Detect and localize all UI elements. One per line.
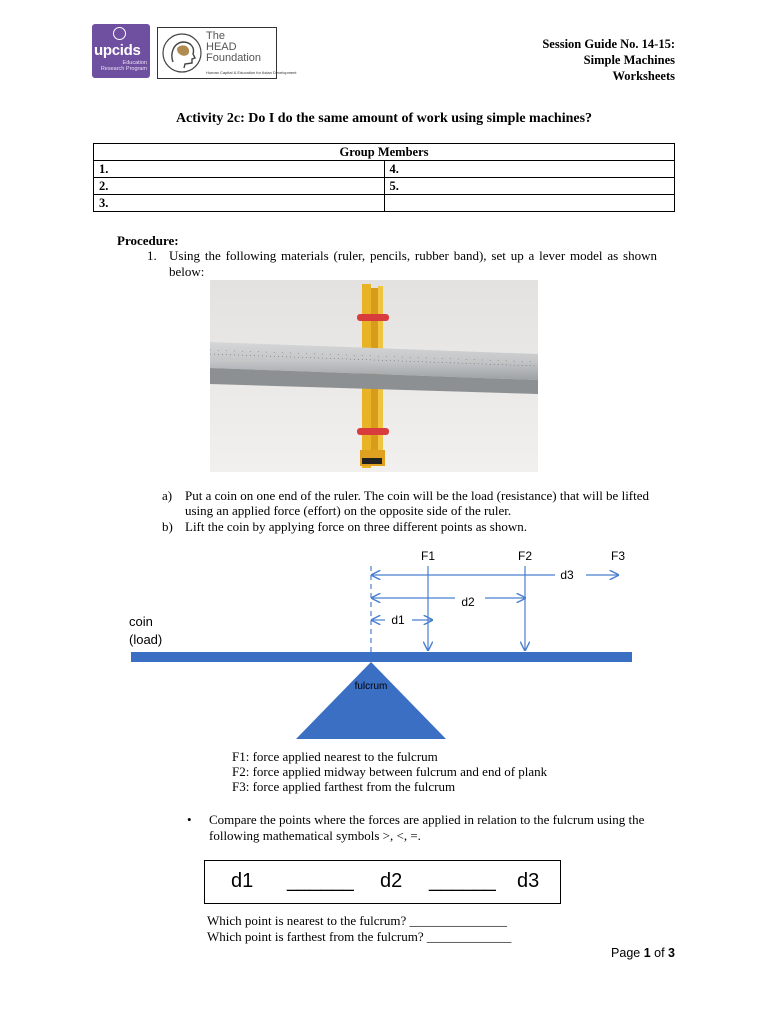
compare-d2: d2 [380,870,403,892]
f3-label: F3 [610,549,626,563]
instruction-b [162,519,662,534]
table-row [94,161,675,178]
page-number [611,946,675,960]
coin-label: coin [129,614,153,629]
fulcrum-label: fulcrum [354,681,388,692]
table-row [94,195,675,212]
head-logo-line3: Foundation [206,52,262,64]
page-of: of [650,946,669,960]
lever-model-photo [210,280,538,472]
upcids-logo-text: upcids [94,42,141,59]
page-total: 3 [668,946,675,960]
head-logo-tagline: Human Capital & Education for Asian Development [206,70,297,75]
question-farthest[interactable]: Which point is farthest from the fulcrum? _____________ [207,929,512,944]
activity-title: Activity 2c: Do I do the same amount of work using simple machines? [175,111,593,126]
compare-blank-2[interactable]: ______ [429,870,496,892]
f2-label: F2 [517,549,533,563]
lever-diagram [0,540,768,750]
step-number: 1. [147,248,157,263]
legend-f2: F2: force applied midway between fulcrum and end of plank [232,764,548,779]
question-nearest[interactable]: Which point is nearest to the fulcrum? _______________ [207,913,508,928]
bullet-icon: • [187,812,192,827]
instruction-a-label: a) [162,488,173,503]
head-logo-line1: The [206,30,225,42]
compare-blank-1[interactable]: ______ [287,870,354,892]
group-members-header: Group Members [94,144,675,161]
compare-d3: d3 [517,870,540,892]
step-1-text: Using the following materials (ruler, pencils, rubber band), set up a lever model as shown below: [169,248,657,279]
instruction-a [162,488,662,518]
compare-box [204,860,561,904]
head-profile-icon [161,32,203,74]
table-row [94,178,675,195]
up-seal-icon [113,27,126,40]
page-current: 1 [643,946,651,960]
head-logo-line2: HEAD [206,41,237,53]
head-logo-text [206,31,261,64]
session-type: Worksheets [612,69,675,83]
instruction-b-label: b) [162,519,173,534]
member-cell[interactable]: 1. [94,161,385,178]
f1-label: F1 [420,549,436,563]
legend-f1: F1: force applied nearest to the fulcrum [232,749,438,764]
fulcrum-triangle [296,662,446,739]
legend-f3: F3: force applied farthest from the fulcrum [232,779,456,794]
page-prefix: Page [611,946,644,960]
upcids-logo [92,24,150,78]
d2-label: d2 [461,595,475,609]
compare-instruction: Compare the points where the forces are applied in relation to the fulcrum using the following mathematical symbols >, <, =. [209,812,645,843]
procedure-heading: Procedure: [117,233,179,248]
upcids-logo-subtext: Education Research Program [100,60,147,72]
session-topic: Simple Machines [583,53,675,67]
member-cell[interactable]: 3. [94,195,385,212]
member-cell[interactable]: 5. [384,178,675,195]
lever-plank [131,652,632,662]
force-legend [232,749,547,794]
instruction-a-text: Put a coin on one end of the ruler. The coin will be the load (resistance) that will be lifted using an applied force (effort) on the opposite side of the ruler. [185,488,650,518]
head-foundation-logo [157,27,297,79]
compare-d1: d1 [231,870,254,892]
session-header [542,36,675,84]
group-members-table [93,143,675,212]
d1-label: d1 [391,613,405,627]
instruction-b-text: Lift the coin by applying force on three different points as shown. [185,519,528,534]
member-cell[interactable]: 4. [384,161,675,178]
load-label: (load) [129,632,163,647]
d3-label: d3 [560,568,574,582]
member-cell[interactable]: 2. [94,178,385,195]
session-guide-number: Session Guide No. 14-15: [542,37,675,51]
member-cell[interactable] [384,195,675,212]
